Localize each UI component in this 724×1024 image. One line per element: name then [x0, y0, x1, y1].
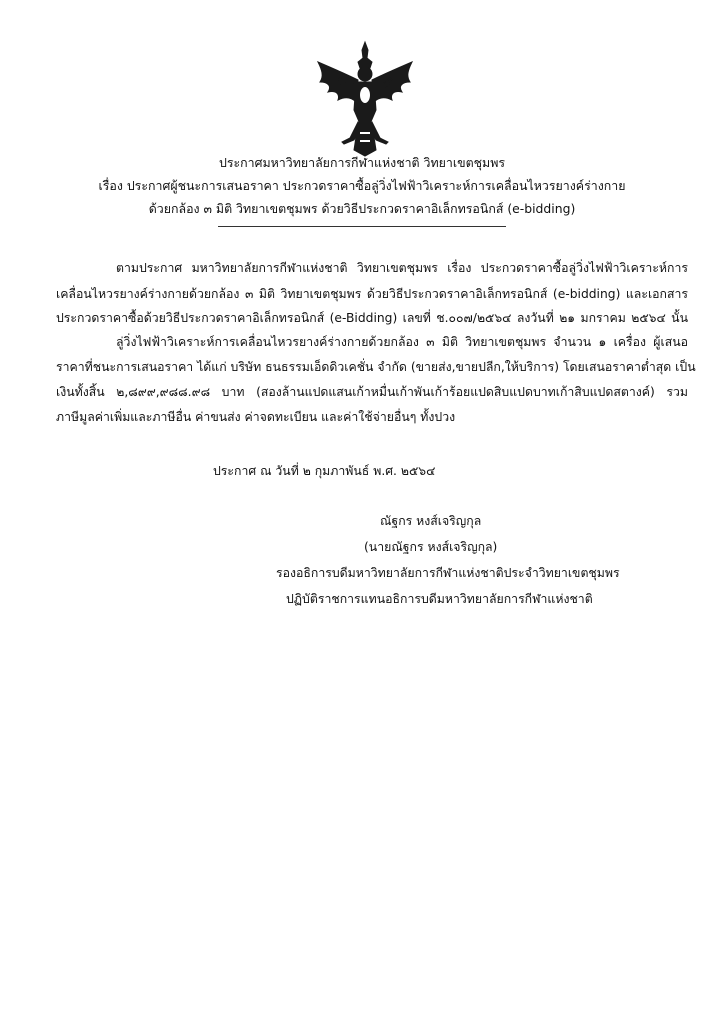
signer-acting-position: ปฏิบัติราชการแทนอธิการบดีมหาวิทยาลัยการกีฬาแห่งชาติ — [286, 592, 593, 606]
body-line: ประกวดราคาซื้อด้วยวิธีประกวดราคาอิเล็กทรอนิกส์ (e-Bidding) เลขที่ ช.๐๐๗/๒๕๖๔ ลงวันที่ ๒๑ มกราคม ๒๕๖๔ นั้น — [56, 311, 688, 325]
signature: ณัฐกร หงส์เจริญกุล — [380, 514, 482, 528]
body-line: ตามประกาศ มหาวิทยาลัยการกีฬาแห่งชาติ วิทยาเขตชุมพร เรื่อง ประกวดราคาซื้อลู่วิ่งไฟฟ้าวิเคราะห์การ — [116, 261, 688, 275]
announcement-subject-continued: ด้วยกล้อง ๓ มิติ วิทยาเขตชุมพร ด้วยวิธีประกวดราคาอิเล็กทรอนิกส์ (e-bidding) — [148, 201, 576, 216]
announcement-subject: เรื่อง ประกาศผู้ชนะการเสนอราคา ประกวดราคาซื้อลู่วิ่งไฟฟ้าวิเคราะห์การเคลื่อนไหวรยางค์ร่างกาย — [98, 178, 626, 193]
body-line: ราคาที่ชนะการเสนอราคา ได้แก่ บริษัท ธนธรรมเอ็ดดิวเคชั่น จำกัด (ขายส่ง,ขายปลีก,ให้บริการ) โดยเสนอราคาต่ำสุด เป็น — [56, 360, 696, 374]
signer-position: รองอธิการบดีมหาวิทยาลัยการกีฬาแห่งชาติประจำวิทยาเขตชุมพร — [276, 566, 620, 580]
body-line: เคลื่อนไหวรยางค์ร่างกายด้วยกล้อง ๓ มิติ วิทยาเขตชุมพร ด้วยวิธีประกวดราคาอิเล็กทรอนิกส์ (e-bidding) และเอกสาร — [56, 287, 688, 301]
header-divider — [218, 226, 506, 227]
signer-printed-name: (นายณัฐกร หงส์เจริญกุล) — [364, 540, 498, 554]
announcement-date: ประกาศ ณ วันที่ ๒ กุมภาพันธ์ พ.ศ. ๒๕๖๔ — [213, 464, 436, 478]
body-line: ลู่วิ่งไฟฟ้าวิเคราะห์การเคลื่อนไหวรยางค์ร่างกายด้วยกล้อง ๓ มิติ วิทยาเขตชุมพร จำนวน ๑ เครื่อง ผู้เสนอ — [116, 335, 688, 349]
body-line: ภาษีมูลค่าเพิ่มและภาษีอื่น ค่าขนส่ง ค่าจดทะเบียน และค่าใช้จ่ายอื่นๆ ทั้งปวง — [56, 410, 456, 424]
body-line: เงินทั้งสิ้น ๒,๘๙๙,๙๘๘.๙๘ บาท (สองล้านแปดแสนเก้าหมื่นเก้าพันเก้าร้อยแปดสิบแปดบาทเก้าสิบแปดสตางค์) รวม — [56, 385, 688, 399]
announcement-title: ประกาศมหาวิทยาลัยการกีฬาแห่งชาติ วิทยาเขตชุมพร — [218, 155, 506, 170]
garuda-emblem-icon — [310, 40, 420, 158]
